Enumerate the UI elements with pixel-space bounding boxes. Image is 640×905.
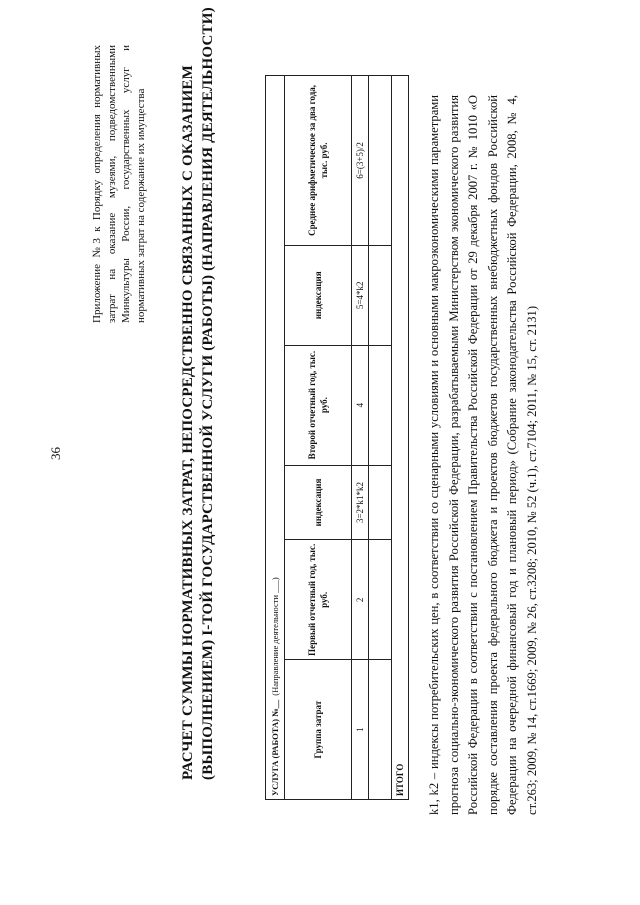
table-cell <box>369 540 392 660</box>
table-cell <box>369 465 392 540</box>
table-header-row <box>285 76 352 800</box>
page-number: 36 <box>48 447 63 460</box>
title-line-1: РАСЧЕТ СУММЫ НОРМАТИВНЫХ ЗАТРАТ, НЕПОСРЕДСТВЕННО СВЯЗАННЫХ С ОКАЗАНИЕМ <box>180 65 196 780</box>
service-label: УСЛУГА (РАБОТА) №__ <box>270 699 280 796</box>
appendix-note: Приложение №3 к Порядку определения нормативных затрат на оказание музеями, подведомственными Минкультуры России, государственных услуг и нормативных затрат на содержание их имущества <box>91 45 147 323</box>
table-header-cell: Первый отчетный год, тыс. руб. <box>285 540 352 660</box>
service-row <box>266 76 285 800</box>
service-direction: (Направление деятельности ___) <box>270 577 280 696</box>
title-line-2: (ВЫПОЛНЕНИЕМ) I-ТОЙ ГОСУДАРСТВЕННОЙ УСЛУГИ (РАБОТЫ) (НАПРАВЛЕНИЯ ДЕЯТЕЛЬНОСТИ) <box>200 7 216 780</box>
table-cell <box>369 245 392 345</box>
table-number-cell: 3=2*k1*k2 <box>352 465 369 540</box>
document-title <box>178 7 218 780</box>
table-header-cell: Группа затрат <box>285 660 352 800</box>
table-number-cell: 6=(3+5)/2 <box>352 76 369 246</box>
table-header-cell: Среднее арифметическое за два года, тыс. руб. <box>285 76 352 246</box>
table-cell <box>369 345 392 465</box>
table-cell <box>369 660 392 800</box>
table-number-cell: 4 <box>352 345 369 465</box>
table-row <box>369 76 392 800</box>
table-number-cell: 2 <box>352 540 369 660</box>
cost-table <box>265 75 409 800</box>
table-header-cell: индексация <box>285 465 352 540</box>
table-header-cell: индексация <box>285 245 352 345</box>
table-number-cell: 1 <box>352 660 369 800</box>
table-cell <box>369 76 392 246</box>
footnote: k1, k2 – индексы потребительских цен, в соответствии со сценарными условиями и основными макроэкономическими параметрами прогноза социально-экономического развития Российской Федерации, разрабатываемыми Министерством экономического развития Российской Федерации в соответствии с постановлением Правительства Российской Федерации от 29 декабря 2007 г. № 1010 «О порядке составления проекта федерального бюджета и проектов бюджетов государственных внебюджетных фондов Российской Федерации на очередной финансовый год и плановый период» (Собрание законодательства Российской Федерации, 2008, № 4, ст.263; 2009, № 14, ст.1669; 2009, № 26, ст.3208; 2010, № 52 (ч.1), ст.7104; 2011, № 15, ст. 2131) <box>427 95 539 815</box>
table-total-row: ИТОГО <box>392 76 409 800</box>
table-number-cell: 5=4*k2 <box>352 245 369 345</box>
table-number-row <box>352 76 369 800</box>
table-header-cell: Второй отчетный год, тыс. руб. <box>285 345 352 465</box>
